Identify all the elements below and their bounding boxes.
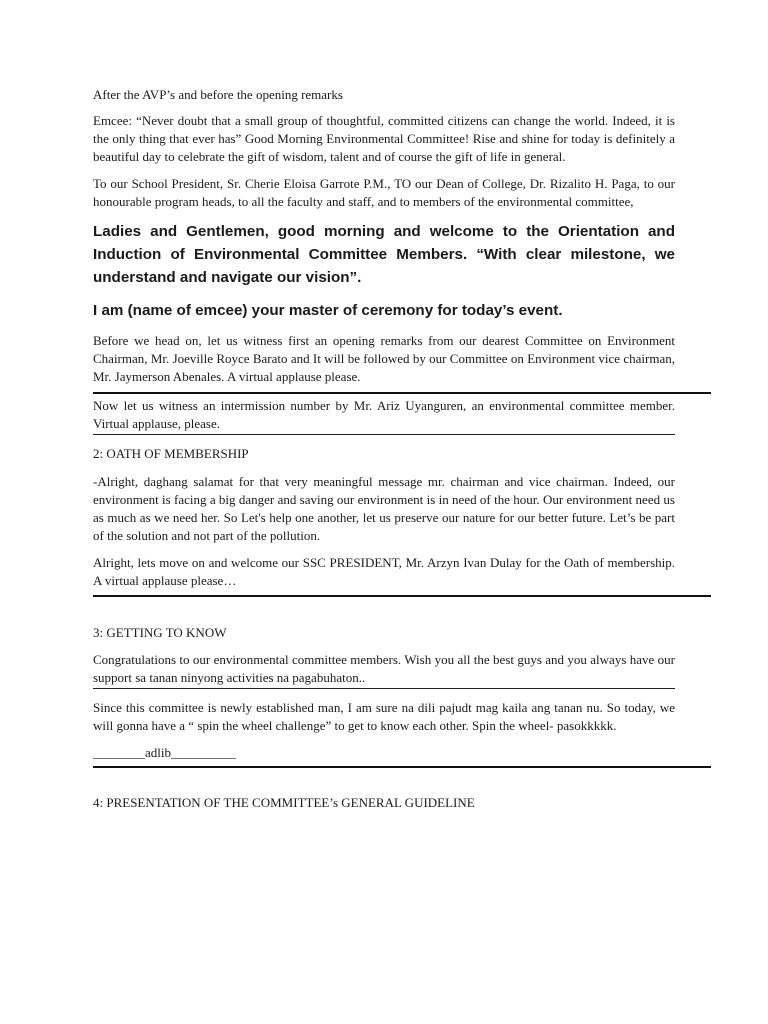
divider (93, 595, 711, 597)
section-2-paragraph-1: -Alright, daghang salamat for that very meaningful message mr. chairman and vice chairman. Indeed, our environment is facing a big danger and saving our environment is in need of the hour. Our environment need us as much as we need her. So Let's help one another, let us preserve our nature for our better future. Let’s be part of the solution and not part of the pollution. (93, 474, 675, 543)
section-2-paragraph-2: Alright, lets move on and welcome our SSC PRESIDENT, Mr. Arzyn Ivan Dulay for the Oath of membership. A virtual applause please… (93, 555, 675, 588)
section-3-paragraph-1: Congratulations to our environmental committee members. Wish you all the best guys and you always have our support sa tanan ninyong activities na pagabuhaton.. (93, 652, 675, 685)
divider (93, 766, 711, 768)
divider (93, 434, 675, 435)
section-4-heading: 4: PRESENTATION OF THE COMMITTEE’s GENERAL GUIDELINE (93, 795, 475, 810)
section-3-paragraph-2: Since this committee is newly established man, I am sure na dili pajudt mag kaila ang tanan nu. So today, we will gonna have a “ spin the wheel challenge” to get to know each other. Spin the wheel- pasokkkkk. (93, 700, 675, 733)
divider (93, 688, 675, 689)
section-3-heading: 3: GETTING TO KNOW (93, 625, 227, 640)
greetings-paragraph: To our School President, Sr. Cherie Eloisa Garrote P.M., TO our Dean of College, Dr. Rizalito H. Paga, to our honourable program heads, to all the faculty and staff, and to members of the environmental committee, (93, 176, 675, 209)
welcome-statement: Ladies and Gentlemen, good morning and welcome to the Orientation and Induction of Environmental Committee Members. “With clear milestone, we understand and navigate our vision”. (93, 223, 675, 286)
opening-remarks-paragraph: Before we head on, let us witness first an opening remarks from our dearest Committee on Environment Chairman, Mr. Joeville Royce Barato and It will be followed by our Committee on Environment vice chairman, Mr. Jaymerson Abenales. A virtual applause please. (93, 333, 675, 384)
emcee-introduction: I am (name of emcee) your master of ceremony for today’s event. (93, 302, 563, 319)
adlib-line: ________adlib__________ (93, 745, 236, 760)
divider (93, 392, 711, 394)
document-page (93, 86, 675, 812)
section-2-heading: 2: OATH OF MEMBERSHIP (93, 446, 249, 461)
intro-line: After the AVP’s and before the opening remarks (93, 87, 343, 102)
emcee-opening: Emcee: “Never doubt that a small group of thoughtful, committed citizens can change the world. Indeed, it is the only thing that ever has” Good Morning Environmental Committee! Rise and shine for today is definitely a beautiful day to celebrate the gift of wisdom, talent and of course the gift of life in general. (93, 113, 675, 164)
intermission-paragraph: Now let us witness an intermission number by Mr. Ariz Uyanguren, an environmental committee member. Virtual applause, please. (93, 398, 675, 431)
